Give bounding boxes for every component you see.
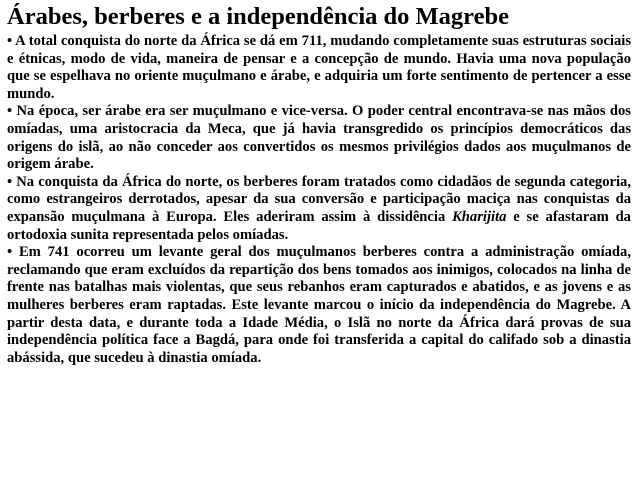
slide (7, 2, 631, 367)
bullet-item-2 (7, 103, 631, 173)
bullet-text-after: e se afastaram da ortodoxia sunita representada pelos omíadas. (7, 208, 631, 243)
bullet-marker: • (7, 173, 13, 190)
bullet-marker: • (7, 33, 13, 49)
bullet-text: Na época, ser árabe era ser muçulmano e vice-versa. O poder central encontrava-se nas mãos dos omíadas, uma aristocracia da Meca, que já havia transgredido os princípios democráticos das origens do islã, ao não conceder aos convertidos os mesmos privilégios dados aos muçulmanos de origem árabe. (7, 103, 631, 173)
bullet-text: A total conquista do norte da África se dá em 711, mudando completamente suas estruturas sociais e étnicas, modo de vida, maneira de pensar e a concepção de mundo. Havia uma nova população que se espelhava no oriente muçulmano e árabe, e adquiria um forte sentimento de pertencer a esse mundo. (7, 33, 632, 102)
bullet-marker: • (7, 244, 13, 261)
bullet-text: Em 741 ocorreu um levante geral dos muçulmanos berberes contra a administração omíada, reclamando que eram excluídos da repartição dos bens tomados aos inimigos, colocados na linha de frente nas batalhas mais violentas, que seus rebanhos eram capturados e abatidos, e as jovens e as mulheres berberes eram raptadas. Este levante marcou o início da independência do Magrebe. A partir desta data, e durante toda a Idade Média, o Islã no norte da África dará provas de sua independência política face a Bagdá, para onde foi transferida a capital do califado sob a dinastia abássida, que sucedeu à dinastia omíada. (7, 244, 631, 366)
bullet-marker: • (7, 103, 13, 120)
bullet-text-before: Na conquista da África do norte, os berberes foram tratados como cidadãos de segunda categoria, como estrangeiros derrotados, apesar da sua conversão e participação maciça nas conquistas da expansão muçulmana à Europa. Eles aderiram assim à dissidência (7, 173, 631, 225)
slide-title: Árabes, berberes e a independência do Magrebe (7, 3, 509, 30)
bullet-item-1 (7, 33, 631, 103)
bullet-item-3 (7, 174, 631, 244)
italic-term: Kharijita (452, 208, 507, 225)
bullet-list (7, 33, 631, 367)
bullet-item-4 (7, 244, 631, 367)
